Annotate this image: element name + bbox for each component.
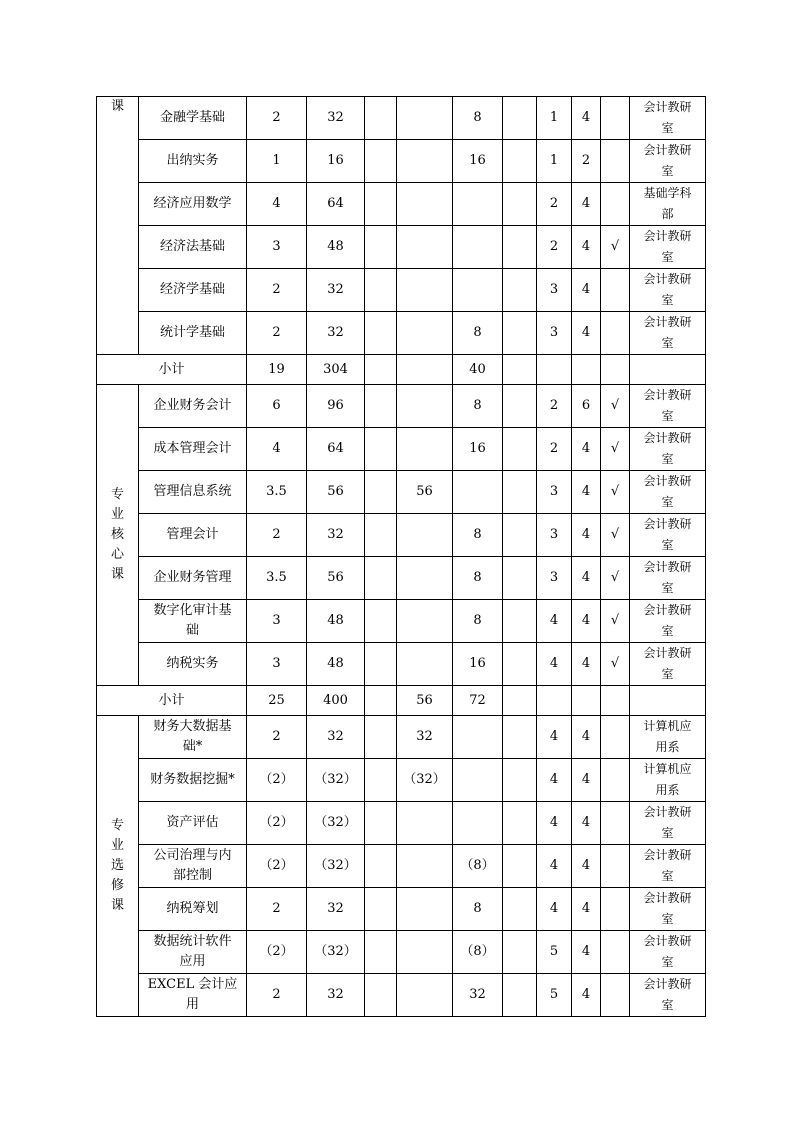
practice-hours: 8 (453, 557, 503, 600)
department: 会计教研 室 (630, 269, 706, 312)
practice-hours (453, 183, 503, 226)
extra-column (365, 974, 397, 1017)
department: 会计教研 室 (630, 428, 706, 471)
semester: 2 (537, 385, 572, 428)
weekly-hours: 4 (572, 974, 601, 1017)
extra-column-2 (503, 140, 537, 183)
subtotal-lab-hours: 56 (397, 686, 453, 716)
extra-column (365, 312, 397, 355)
weekly-hours: 4 (572, 226, 601, 269)
semester: 3 (537, 312, 572, 355)
subtotal-practice-hours: 72 (453, 686, 503, 716)
practice-hours (453, 471, 503, 514)
course-name: 公司治理与内 部控制 (139, 845, 247, 888)
extra-column (365, 931, 397, 974)
extra-column (365, 140, 397, 183)
semester: 4 (537, 716, 572, 759)
course-name: 管理会计 (139, 514, 247, 557)
extra-column-2 (503, 269, 537, 312)
table-row (97, 312, 706, 355)
subtotal-total-hours: 304 (307, 355, 365, 385)
extra-column-2 (503, 226, 537, 269)
department: 会计教研 室 (630, 385, 706, 428)
core-check-mark (601, 845, 630, 888)
course-name: 统计学基础 (139, 312, 247, 355)
extra-column-2 (503, 471, 537, 514)
course-name: 经济应用数学 (139, 183, 247, 226)
core-check-mark: √ (601, 643, 630, 686)
semester: 3 (537, 471, 572, 514)
core-check-mark (601, 716, 630, 759)
core-check-mark: √ (601, 557, 630, 600)
weekly-hours: 4 (572, 183, 601, 226)
core-check-mark: √ (601, 514, 630, 557)
extra-column-2 (503, 888, 537, 931)
extra-column-2 (503, 514, 537, 557)
department: 基础学科 部 (630, 183, 706, 226)
total-hours: 16 (307, 140, 365, 183)
total-hours: 32 (307, 312, 365, 355)
semester: 5 (537, 974, 572, 1017)
subtotal-label: 小计 (97, 686, 247, 716)
semester: 5 (537, 931, 572, 974)
department: 会计教研 室 (630, 600, 706, 643)
total-hours: 32 (307, 974, 365, 1017)
department: 会计教研 室 (630, 888, 706, 931)
subtotal-empty-cell (537, 355, 572, 385)
lab-hours (397, 183, 453, 226)
total-hours: 48 (307, 600, 365, 643)
practice-hours: 8 (453, 312, 503, 355)
practice-hours: 8 (453, 514, 503, 557)
weekly-hours: 2 (572, 140, 601, 183)
extra-column (365, 471, 397, 514)
table-row (97, 269, 706, 312)
credits: 2 (247, 716, 307, 759)
department: 会计教研 室 (630, 97, 706, 140)
course-name: 资产评估 (139, 802, 247, 845)
subtotal-credits: 25 (247, 686, 307, 716)
table-row (97, 888, 706, 931)
table-row (97, 716, 706, 759)
extra-column-2 (503, 759, 537, 802)
total-hours: 64 (307, 183, 365, 226)
course-name: 金融学基础 (139, 97, 247, 140)
extra-column (365, 183, 397, 226)
practice-hours: 8 (453, 97, 503, 140)
credits: 2 (247, 514, 307, 557)
course-name: 出纳实务 (139, 140, 247, 183)
total-hours: 48 (307, 643, 365, 686)
lab-hours (397, 557, 453, 600)
course-name: 财务大数据基 础* (139, 716, 247, 759)
extra-column (365, 226, 397, 269)
credits: 2 (247, 97, 307, 140)
practice-hours (453, 802, 503, 845)
subtotal-empty-cell (572, 355, 601, 385)
extra-column (365, 759, 397, 802)
extra-column-2 (503, 931, 537, 974)
extra-column (365, 600, 397, 643)
extra-column (365, 97, 397, 140)
core-check-mark (601, 183, 630, 226)
extra-column (365, 845, 397, 888)
extra-column-2 (503, 557, 537, 600)
core-check-mark: √ (601, 428, 630, 471)
lab-hours (397, 974, 453, 1017)
extra-column (365, 428, 397, 471)
extra-column-2 (503, 385, 537, 428)
extra-column-2 (503, 183, 537, 226)
practice-hours (453, 269, 503, 312)
credits: 3 (247, 226, 307, 269)
table-row (97, 385, 706, 428)
semester: 3 (537, 557, 572, 600)
semester: 4 (537, 802, 572, 845)
semester: 2 (537, 183, 572, 226)
subtotal-row (97, 355, 706, 385)
weekly-hours: 4 (572, 888, 601, 931)
course-name: 纳税筹划 (139, 888, 247, 931)
total-hours: （32） (307, 931, 365, 974)
weekly-hours: 4 (572, 428, 601, 471)
total-hours: 48 (307, 226, 365, 269)
practice-hours (453, 759, 503, 802)
extra-column (365, 643, 397, 686)
core-check-mark (601, 312, 630, 355)
core-check-mark (601, 802, 630, 845)
extra-column (365, 269, 397, 312)
course-name: 企业财务管理 (139, 557, 247, 600)
core-check-mark (601, 269, 630, 312)
extra-column-2 (503, 428, 537, 471)
lab-hours (397, 845, 453, 888)
weekly-hours: 4 (572, 312, 601, 355)
total-hours: 56 (307, 471, 365, 514)
credits: 1 (247, 140, 307, 183)
practice-hours (453, 226, 503, 269)
practice-hours: （8） (453, 845, 503, 888)
total-hours: （32） (307, 845, 365, 888)
subtotal-empty-cell (630, 686, 706, 716)
subtotal-label: 小计 (97, 355, 247, 385)
practice-hours (453, 716, 503, 759)
extra-column-2 (503, 974, 537, 1017)
lab-hours (397, 312, 453, 355)
department: 会计教研 室 (630, 514, 706, 557)
semester: 4 (537, 600, 572, 643)
lab-hours: （32） (397, 759, 453, 802)
subtotal-credits: 19 (247, 355, 307, 385)
weekly-hours: 4 (572, 759, 601, 802)
weekly-hours: 4 (572, 643, 601, 686)
total-hours: 64 (307, 428, 365, 471)
lab-hours (397, 269, 453, 312)
lab-hours (397, 802, 453, 845)
table-row (97, 514, 706, 557)
extra-column-2 (503, 845, 537, 888)
extra-column (365, 802, 397, 845)
extra-column-2 (503, 716, 537, 759)
course-name: 企业财务会计 (139, 385, 247, 428)
lab-hours (397, 600, 453, 643)
subtotal-extra-column (365, 355, 397, 385)
subtotal-empty-cell (601, 355, 630, 385)
weekly-hours: 4 (572, 471, 601, 514)
semester: 3 (537, 269, 572, 312)
credits: 2 (247, 269, 307, 312)
course-name: 经济学基础 (139, 269, 247, 312)
subtotal-empty-cell (503, 355, 537, 385)
table-row (97, 974, 706, 1017)
core-check-mark: √ (601, 471, 630, 514)
semester: 2 (537, 428, 572, 471)
table-row (97, 643, 706, 686)
credits: （2） (247, 845, 307, 888)
total-hours: 32 (307, 888, 365, 931)
credits: 3.5 (247, 557, 307, 600)
credits: （2） (247, 759, 307, 802)
lab-hours (397, 514, 453, 557)
practice-hours: 8 (453, 385, 503, 428)
table-row (97, 759, 706, 802)
practice-hours: 16 (453, 643, 503, 686)
subtotal-empty-cell (601, 686, 630, 716)
semester: 4 (537, 888, 572, 931)
extra-column-2 (503, 312, 537, 355)
table-row (97, 600, 706, 643)
subtotal-practice-hours: 40 (453, 355, 503, 385)
core-check-mark: √ (601, 385, 630, 428)
core-check-mark (601, 97, 630, 140)
table-row (97, 428, 706, 471)
semester: 2 (537, 226, 572, 269)
department: 计算机应 用系 (630, 716, 706, 759)
department: 会计教研 室 (630, 312, 706, 355)
extra-column (365, 888, 397, 931)
practice-hours: 8 (453, 600, 503, 643)
weekly-hours: 4 (572, 557, 601, 600)
total-hours: 32 (307, 716, 365, 759)
practice-hours: 16 (453, 140, 503, 183)
core-check-mark: √ (601, 600, 630, 643)
extra-column (365, 557, 397, 600)
weekly-hours: 4 (572, 514, 601, 557)
table-row (97, 183, 706, 226)
semester: 1 (537, 140, 572, 183)
course-name: 成本管理会计 (139, 428, 247, 471)
course-name: 纳税实务 (139, 643, 247, 686)
course-name: 数据统计软件 应用 (139, 931, 247, 974)
extra-column-2 (503, 802, 537, 845)
department: 会计教研 室 (630, 931, 706, 974)
department: 会计教研 室 (630, 557, 706, 600)
table-row (97, 140, 706, 183)
weekly-hours: 4 (572, 97, 601, 140)
table-row (97, 97, 706, 140)
table-row (97, 931, 706, 974)
core-check-mark (601, 888, 630, 931)
category-cell: 专 业 核 心 课 (97, 385, 139, 686)
category-cell: 课 (97, 97, 139, 355)
lab-hours (397, 97, 453, 140)
subtotal-extra-column (365, 686, 397, 716)
subtotal-lab-hours (397, 355, 453, 385)
department: 会计教研 室 (630, 140, 706, 183)
core-check-mark (601, 974, 630, 1017)
course-name: 管理信息系统 (139, 471, 247, 514)
credits: 2 (247, 974, 307, 1017)
weekly-hours: 4 (572, 802, 601, 845)
credits: （2） (247, 931, 307, 974)
subtotal-row (97, 686, 706, 716)
extra-column-2 (503, 97, 537, 140)
credits: 3 (247, 600, 307, 643)
table-row (97, 845, 706, 888)
lab-hours (397, 888, 453, 931)
semester: 4 (537, 759, 572, 802)
weekly-hours: 4 (572, 716, 601, 759)
semester: 1 (537, 97, 572, 140)
credits: （2） (247, 802, 307, 845)
lab-hours: 32 (397, 716, 453, 759)
weekly-hours: 6 (572, 385, 601, 428)
extra-column-2 (503, 643, 537, 686)
lab-hours (397, 428, 453, 471)
extra-column (365, 385, 397, 428)
core-check-mark (601, 759, 630, 802)
extra-column (365, 716, 397, 759)
lab-hours (397, 385, 453, 428)
credits: 2 (247, 312, 307, 355)
total-hours: 32 (307, 269, 365, 312)
subtotal-empty-cell (537, 686, 572, 716)
department: 会计教研 室 (630, 643, 706, 686)
total-hours: 32 (307, 97, 365, 140)
lab-hours (397, 931, 453, 974)
department: 会计教研 室 (630, 802, 706, 845)
subtotal-total-hours: 400 (307, 686, 365, 716)
department: 会计教研 室 (630, 226, 706, 269)
extra-column-2 (503, 600, 537, 643)
course-table (96, 96, 706, 1017)
lab-hours (397, 140, 453, 183)
weekly-hours: 4 (572, 845, 601, 888)
course-name: 经济法基础 (139, 226, 247, 269)
total-hours: 96 (307, 385, 365, 428)
practice-hours: 8 (453, 888, 503, 931)
lab-hours (397, 643, 453, 686)
table-row (97, 471, 706, 514)
weekly-hours: 4 (572, 600, 601, 643)
total-hours: （32） (307, 802, 365, 845)
semester: 4 (537, 845, 572, 888)
total-hours: 32 (307, 514, 365, 557)
subtotal-empty-cell (503, 686, 537, 716)
credits: 2 (247, 888, 307, 931)
lab-hours (397, 226, 453, 269)
credits: 4 (247, 183, 307, 226)
lab-hours: 56 (397, 471, 453, 514)
table-row (97, 557, 706, 600)
department: 会计教研 室 (630, 974, 706, 1017)
course-name: EXCEL 会计应 用 (139, 974, 247, 1017)
course-name: 数字化审计基 础 (139, 600, 247, 643)
department: 计算机应 用系 (630, 759, 706, 802)
table-row (97, 802, 706, 845)
semester: 4 (537, 643, 572, 686)
course-name: 财务数据挖掘* (139, 759, 247, 802)
semester: 3 (537, 514, 572, 557)
practice-hours: （8） (453, 931, 503, 974)
department: 会计教研 室 (630, 471, 706, 514)
table-row (97, 226, 706, 269)
core-check-mark: √ (601, 226, 630, 269)
subtotal-empty-cell (572, 686, 601, 716)
weekly-hours: 4 (572, 931, 601, 974)
total-hours: （32） (307, 759, 365, 802)
core-check-mark (601, 931, 630, 974)
credits: 4 (247, 428, 307, 471)
practice-hours: 32 (453, 974, 503, 1017)
subtotal-empty-cell (630, 355, 706, 385)
practice-hours: 16 (453, 428, 503, 471)
department: 会计教研 室 (630, 845, 706, 888)
core-check-mark (601, 140, 630, 183)
credits: 6 (247, 385, 307, 428)
extra-column (365, 514, 397, 557)
credits: 3 (247, 643, 307, 686)
category-cell: 专 业 选 修 课 (97, 716, 139, 1017)
total-hours: 56 (307, 557, 365, 600)
weekly-hours: 4 (572, 269, 601, 312)
credits: 3.5 (247, 471, 307, 514)
